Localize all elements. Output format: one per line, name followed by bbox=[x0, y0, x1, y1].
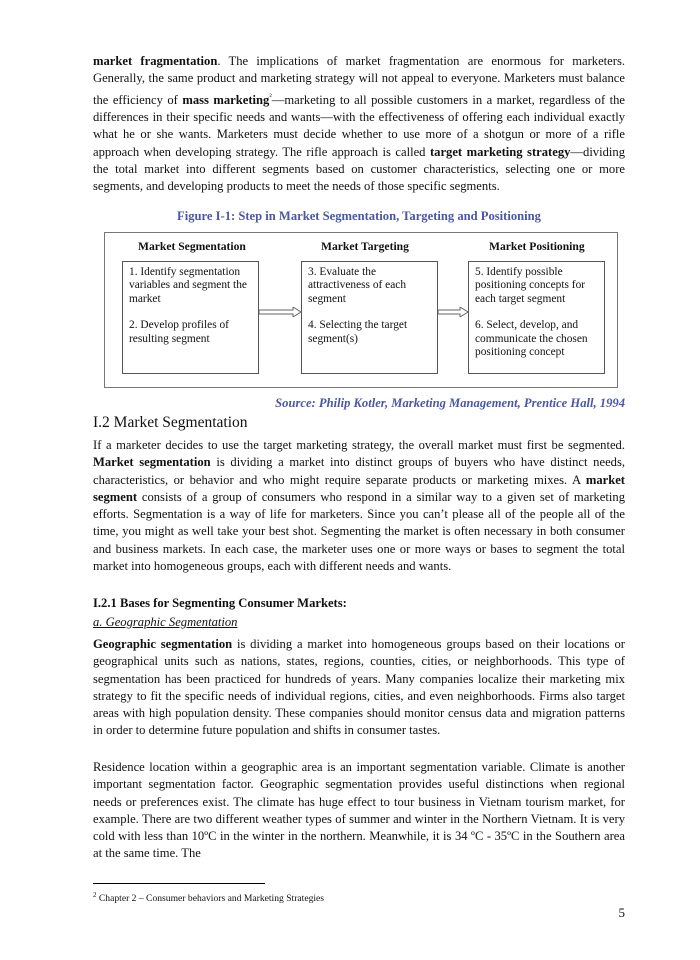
segmentation-box bbox=[122, 261, 259, 374]
arrow-right-icon bbox=[259, 307, 301, 317]
paragraph-residence bbox=[93, 759, 625, 863]
step-3: 3. Evaluate the attractiveness of each segment bbox=[308, 266, 407, 305]
footnote-ref: ² bbox=[269, 91, 272, 101]
paragraph-geographic bbox=[93, 636, 625, 740]
paragraph-intro bbox=[93, 53, 625, 196]
section-heading: I.2 Market Segmentation bbox=[93, 414, 248, 431]
column-title-targeting: Market Targeting bbox=[321, 240, 409, 253]
column-title-positioning: Market Positioning bbox=[489, 240, 585, 253]
step-4: 4. Selecting the target segment(s) bbox=[308, 319, 408, 345]
text-run: . The implications of market fragmentation are enormous for marketers. Generally, the same product and marketing strategy will not appeal to everyone. Marketers must balance the efficiency of bbox=[93, 54, 626, 107]
bold-term: Market segmentation bbox=[93, 455, 211, 470]
arrow-right-icon bbox=[438, 307, 468, 317]
footnote bbox=[93, 891, 324, 904]
positioning-box bbox=[468, 261, 605, 374]
footnote-divider bbox=[93, 883, 265, 884]
step-5: 5. Identify possible positioning concepts for each target segment bbox=[475, 266, 586, 305]
paragraph-market-segmentation bbox=[93, 437, 625, 575]
footnote-text: Chapter 2 – Consumer behaviors and Marketing Strategies bbox=[96, 893, 325, 905]
footnote-mark: 2 bbox=[93, 891, 97, 899]
step-2: 2. Develop profiles of resulting segment bbox=[129, 319, 229, 345]
step-1: 1. Identify segmentation variables and segment the market bbox=[129, 266, 247, 305]
text-run: is dividing a market into homogeneous groups based on their locations or geographical units such as nations, states, regions, counties, cities, or neighborhoods. This type of segmentation has been practiced for hundreds of years. Many companies localize their marketing mix strategy to fit the specific needs of individual regions, cities, and even neighborhoods. Firms also target areas with high population density. These companies should monitor census data and migration patterns in order to determine future population and shifts in consumer tastes. bbox=[93, 637, 625, 738]
text-run: consists of a group of consumers who respond in a similar way to a given set of marketing efforts. Segmentation is a way of life for marketers. Since you can’t please all of the people all of the time, you might as well take your best shot. Segmenting the market is often necessary in both consumer and business markets. In each case, the marketer uses one or more ways or bases to segment the total market into homogeneous groups, each with different needs and wants. bbox=[93, 489, 625, 574]
bold-term: market fragmentation bbox=[93, 54, 218, 68]
bold-term: Geographic segmentation bbox=[93, 637, 233, 651]
figure-source: Source: Philip Kotler, Marketing Management, Prentice Hall, 1994 bbox=[275, 396, 625, 410]
text-run: —marketing to all possible customers in a market, regardless of the differences in their specific needs and wants—with the effectiveness of offering each individual exactly what he or she wants. Marketers must decide whether to use more of a shotgun or more of a rifle approach when developing strategy. The rifle approach is called bbox=[93, 92, 625, 159]
bold-term: target marketing strategy bbox=[429, 144, 571, 159]
step-6: 6. Select, develop, and communicate the chosen positioning concept bbox=[475, 319, 588, 359]
subsubsection-heading: a. Geographic Segmentation bbox=[93, 615, 238, 629]
subsection-heading: I.2.1 Bases for Segmenting Consumer Markets: bbox=[93, 596, 347, 610]
column-title-segmentation: Market Segmentation bbox=[138, 240, 246, 253]
text-run: —dividing the total market into different segments based on customer characteristics, selecting one or more segments, and developing products to meet the needs of those specific segments. bbox=[93, 144, 625, 194]
bold-term: market segment bbox=[93, 472, 625, 504]
targeting-box bbox=[301, 261, 438, 374]
text-run: Residence location within a geographic area is an important segmentation variable. Climate is another important segmentation factor. Geographic segmentation provides useful distinctions when regional needs or preferences exist. The climate has huge effect to tour business in Vietnam tourism market, for example. There are two different weather types of summer and winter in the Northern Vietnam. It is very cold with less than 10ºC in the winter in the northern. Meanwhile, it is 34 ºC - 35ºC in the Southern area at the same time. The bbox=[93, 760, 625, 861]
text-run: If a marketer decides to use the target marketing strategy, the overall market must first be segmented. bbox=[93, 438, 625, 452]
figure-caption: Figure I-1: Step in Market Segmentation, Targeting and Positioning bbox=[177, 209, 541, 223]
text-run: is dividing a market into distinct groups of buyers who have distinct needs, characteristics, or behavior and who might require separate products or marketing mixes. A bbox=[93, 455, 625, 487]
bold-term: mass marketing bbox=[182, 92, 270, 107]
figure-diagram bbox=[104, 232, 618, 388]
page-number: 5 bbox=[618, 905, 625, 920]
